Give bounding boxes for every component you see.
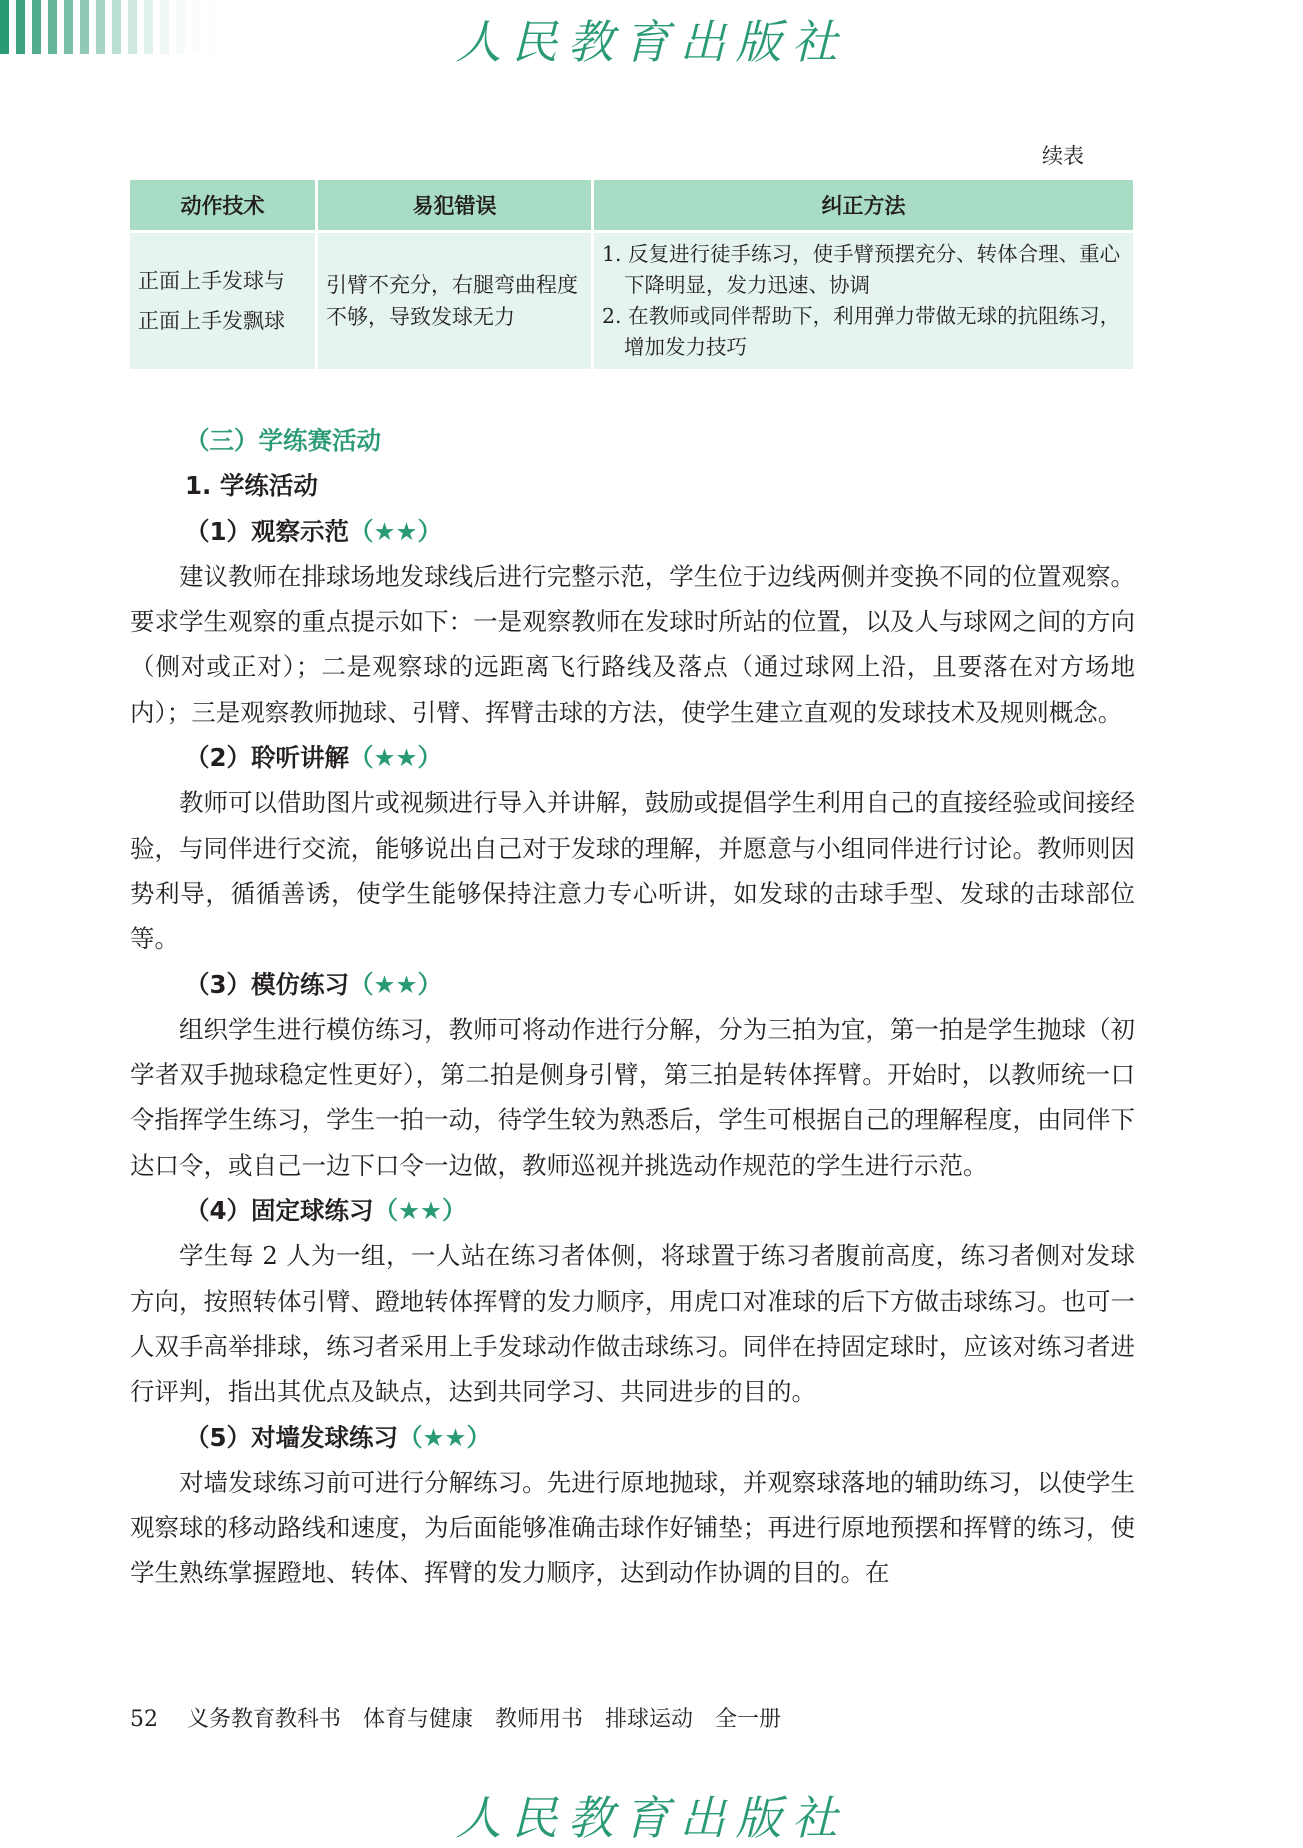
item-heading <box>130 962 1135 1007</box>
continued-label: 续表 <box>1042 144 1084 168</box>
item-paragraph: 学生每 2 人为一组，一人站在练习者体侧，将球置于练习者腹前高度，练习者侧对发球方向，按照转体引臂、蹬地转体挥臂的发力顺序，用虎口对准球的后下方做击球练习。也可一人双手高举排球，练习者采用上手发球动作做击球练习。同伴在持固定球时，应该对练习者进行评判，指出其优点及缺点，达到共同学习、共同进步的目的。 <box>130 1241 1135 1407</box>
item-title: （4）固定球练习 <box>185 1196 374 1226</box>
subsection-title: 1. 学练活动 <box>185 471 318 501</box>
page-footer <box>130 1702 781 1733</box>
table-row <box>130 230 1133 369</box>
cell-technique <box>130 230 318 369</box>
publisher-logo-top: 人民教育出版社 <box>455 15 848 69</box>
technique-line: 正面上手发飘球 <box>138 309 285 333</box>
header-technique: 动作技术 <box>130 180 318 230</box>
item-paragraph: 对墙发球练习前可进行分解练习。先进行原地抛球，并观察球落地的辅助练习，以使学生观察球的移动路线和速度，为后面能够准确击球作好铺垫；再进行原地预摆和挥臂的练习，使学生熟练掌握蹬地、转体、挥臂的发力顺序，达到动作协调的目的。在 <box>130 1467 1135 1588</box>
publisher-logo-bottom: 人民教育出版社 <box>455 1791 848 1845</box>
table-header-row <box>130 180 1133 230</box>
main-content <box>130 418 1135 1596</box>
item-heading <box>130 509 1135 554</box>
cell-fix <box>594 230 1133 369</box>
item-title: （1）观察示范 <box>185 516 350 546</box>
technique-line: 正面上手发球与 <box>138 269 285 293</box>
item-heading <box>130 735 1135 780</box>
difficulty-stars: （★★） <box>349 743 442 773</box>
header-fix: 纠正方法 <box>594 180 1133 230</box>
book-title: 义务教育教科书 体育与健康 教师用书 排球运动 全一册 <box>187 1707 782 1732</box>
error-correction-table <box>130 180 1133 369</box>
difficulty-stars: （★★） <box>349 516 442 546</box>
item-paragraph: 教师可以借助图片或视频进行导入并讲解，鼓励或提倡学生利用自己的直接经验或间接经验，与同伴进行交流，能够说出自己对于发球的理解，并愿意与小组同伴进行讨论。教师则因势利导，循循善诱，使学生能够保持注意力专心听讲，如发球的击球手型、发球的击球部位等。 <box>130 788 1135 954</box>
difficulty-stars: （★★） <box>373 1196 467 1226</box>
item-paragraph: 组织学生进行模仿练习，教师可将动作进行分解，分为三拍为宜，第一拍是学生抛球（初学者双手抛球稳定性更好），第二拍是侧身引臂，第三拍是转体挥臂。开始时，以教师统一口令指挥学生练习，学生一拍一动，待学生较为熟悉后，学生可根据自己的理解程度，由同伴下达口令，或自己一边下口令一边做，教师巡视并挑选动作规范的学生进行示范。 <box>130 1014 1135 1180</box>
item-paragraph: 建议教师在排球场地发球线后进行完整示范，学生位于边线两侧并变换不同的位置观察。要求学生观察的重点提示如下：一是观察教师在发球时所站的位置，以及人与球网之间的方向（侧对或正对）；二是观察球的远距离飞行路线及落点（通过球网上沿，且要落在对方场地内）；三是观察教师抛球、引臂、挥臂击球的方法，使学生建立直观的发球技术及规则概念。 <box>130 561 1135 727</box>
header-error: 易犯错误 <box>318 180 594 230</box>
item-title: （2）聆听讲解 <box>185 743 350 773</box>
cell-error: 引臂不充分，右腿弯曲程度不够，导致发球无力 <box>318 230 594 369</box>
item-heading <box>130 1415 1135 1460</box>
page-number: 52 <box>130 1707 158 1732</box>
difficulty-stars: （★★） <box>349 969 442 999</box>
section-title: （三）学练赛活动 <box>185 426 381 455</box>
fix-item: 2. 在教师或同伴帮助下，利用弹力带做无球的抗阻练习，增加发力技巧 <box>602 304 1121 359</box>
fix-item: 1. 反复进行徒手练习，使手臂预摆充分、转体合理、重心下降明显，发力迅速、协调 <box>602 242 1121 297</box>
difficulty-stars: （★★） <box>398 1422 491 1452</box>
item-title: （5）对墙发球练习 <box>185 1422 399 1452</box>
item-title: （3）模仿练习 <box>185 969 350 999</box>
item-heading <box>130 1188 1135 1233</box>
